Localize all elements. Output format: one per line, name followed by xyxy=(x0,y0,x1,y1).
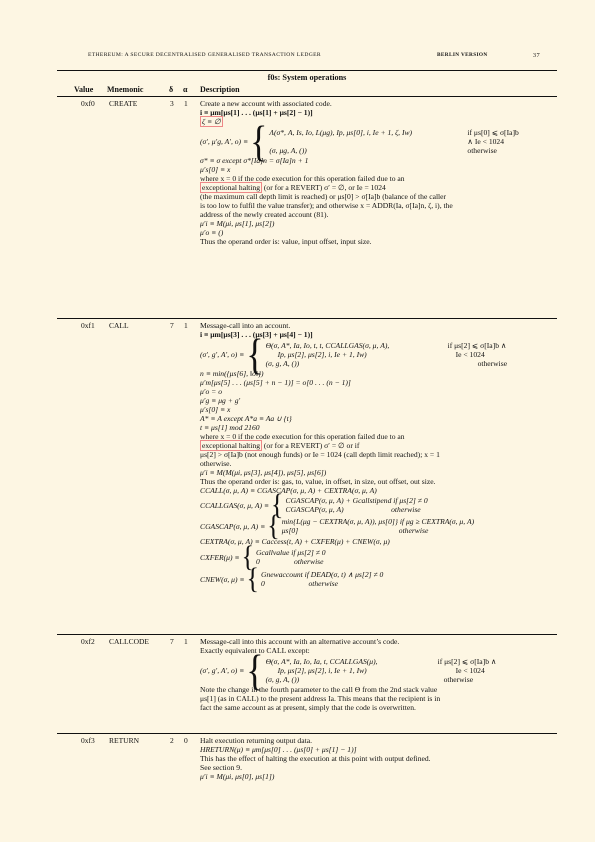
case-expr: (σ, g, A, ()) xyxy=(265,674,300,684)
case-expr: (σ, g, A, ()) xyxy=(265,358,300,368)
case-line xyxy=(269,128,549,137)
case-cond: otherwise xyxy=(443,674,474,684)
desc-line xyxy=(200,183,557,192)
case-line xyxy=(266,666,556,675)
case-list xyxy=(266,341,556,368)
desc-line: is too low to fulfil the value transfer); and otherwise x = ADDR(Ia, σ[Ia]n, ζ, i), the xyxy=(200,201,453,210)
desc-line: Halt execution returning output data. xyxy=(200,736,312,745)
desc-line: μ′i ≡ M(M(μi, μs[3], μs[4]), μs[5], μs[6]) xyxy=(200,468,327,477)
desc-line: Thus the operand order is: value, input offset, input size. xyxy=(200,237,372,246)
case-expr: Λ(σ*, A, Is, Io, L(μg), Ip, μs[0], i, Ie + 1, ζ, Iw) xyxy=(269,127,413,137)
opcode-alpha: 1 xyxy=(184,637,188,646)
desc-line: Message-call into an account. xyxy=(200,321,291,330)
desc-line: Exactly equivalent to CALL except: xyxy=(200,646,310,655)
case-lhs: CGASCAP(σ, μ, A) ≡ xyxy=(200,521,266,531)
desc-line: HRETURN(μ) ≡ μm[μs[0] . . . (μs[0] + μs[1] − 1)] xyxy=(200,745,357,754)
desc-line xyxy=(200,441,557,450)
case-line: 0 otherwise xyxy=(256,557,324,566)
case-lhs: (σ′, g′, A′, o) ≡ xyxy=(200,349,245,359)
case-line: min{L(μg − CEXTRA(σ, μ, A)), μs[0]} if μg ≥ CEXTRA(σ, μ, A) xyxy=(281,517,475,526)
case-line xyxy=(269,137,549,146)
desc-line: μs[2] > σ[Ia]b (not enough funds) or Ie = 1024 (call depth limit reached); x = 1 xyxy=(200,450,440,459)
table-row xyxy=(57,635,557,733)
opcode-delta: 7 xyxy=(170,321,174,330)
case-lhs: (σ′, μ′g, A′, o) ≡ xyxy=(200,136,249,146)
desc-line: Create a new account with associated code. xyxy=(200,99,332,108)
col-description: Description xyxy=(200,85,240,94)
desc-line: See section 9. xyxy=(200,763,242,772)
opcode-description xyxy=(200,736,557,781)
opcode-value: 0xf0 xyxy=(81,99,95,108)
case-line: CGASCAP(σ, μ, A) otherwise xyxy=(285,505,421,514)
brace-glyph: { xyxy=(246,561,260,596)
opcode-delta: 7 xyxy=(170,637,174,646)
desc-line: (the maximum call depth limit is reached) or μs[0] > σ[Ia]b (balance of the caller xyxy=(200,192,447,201)
opcode-mnemonic: CALLCODE xyxy=(109,637,149,646)
desc-line: μ′s[0] ≡ x xyxy=(200,165,231,174)
case-line: Gcallvalue if μs[2] ≠ 0 xyxy=(256,548,326,557)
desc-line: where x = 0 if the code execution for this operation failed due to an xyxy=(200,432,405,441)
case-expr: Ip, μs[2], μs[2], i, Ie + 1, Iw) xyxy=(277,665,367,675)
brace-glyph: { xyxy=(250,117,268,165)
opcode-value: 0xf1 xyxy=(81,321,95,330)
desc-line: μ′o = o xyxy=(200,387,222,396)
case-line: 0 otherwise xyxy=(261,579,339,588)
opcode-mnemonic: CREATE xyxy=(109,99,138,108)
opcode-description xyxy=(200,321,557,596)
case-line xyxy=(266,675,556,684)
opcode-description xyxy=(200,99,557,246)
case-line xyxy=(266,657,556,666)
case-cond: Ie < 1024 xyxy=(455,349,485,359)
desc-line: CEXTRA(σ, μ, A) ≡ Caccess(t, A) + CXFER(μ) + CNEW(σ, μ) xyxy=(200,537,390,546)
case-expr: (σ, μg, A, ()) xyxy=(269,145,307,155)
case-lhs: CNEW(σ, μ) ≡ xyxy=(200,574,245,584)
opcode-mnemonic: CALL xyxy=(109,321,129,330)
case-cond: Ie < 1024 xyxy=(455,665,485,675)
opcode-description xyxy=(200,637,557,712)
case-expr: Θ(σ, A*, Ia, Io, Ia, t, CCALLGAS(μ), xyxy=(265,656,378,666)
desc-line: This has the effect of halting the execution at this point with output defined. xyxy=(200,754,431,763)
case-list xyxy=(266,657,556,684)
case-lhs: CCALLGAS(σ, μ, A) ≡ xyxy=(200,500,270,510)
halting-link[interactable]: exceptional halting xyxy=(202,183,260,192)
case-lhs: CXFER(μ) ≡ xyxy=(200,552,240,562)
col-mnemonic: Mnemonic xyxy=(107,85,144,94)
desc-line: CCALL(σ, μ, A) ≡ CGASCAP(σ, μ, A) + CEXTRA(σ, μ, A) xyxy=(200,486,377,495)
desc-line: i ≡ μm[μs[1] . . . (μs[1] + μs[2] − 1)] xyxy=(200,108,313,117)
case-list xyxy=(269,128,549,155)
desc-line: i ≡ μm[μs[3] . . . (μs[3] + μs[4] − 1)] xyxy=(200,330,313,339)
desc-line: Note the change in the fourth parameter to the call Θ from the 2nd stack value xyxy=(200,685,438,694)
case-line xyxy=(266,359,556,368)
opcode-delta: 2 xyxy=(170,736,174,745)
case-cond: if μs[0] ⩽ σ[Ia]b xyxy=(467,127,519,137)
desc-line: fact the same account as at present, simply that the code is overwritten. xyxy=(200,703,416,712)
running-header xyxy=(88,52,540,64)
desc-line: n ≡ min({μs[6], ‖o‖}) xyxy=(200,369,264,378)
table-row xyxy=(57,97,557,318)
desc-line: t ≡ μs[1] mod 2160 xyxy=(200,423,260,432)
desc-line: μ′i ≡ M(μi, μs[1], μs[2]) xyxy=(200,219,275,228)
desc-line: A* ≡ A except A*a ≡ Aa ∪ {t} xyxy=(200,414,292,423)
case-line: CGASCAP(σ, μ, A) + Gcallstipend if μs[2] ≠ 0 xyxy=(285,496,428,505)
table-row xyxy=(57,319,557,634)
desc-line: address of the newly created account (81). xyxy=(200,210,329,219)
case-cond: if μs[2] ⩽ σ[Ia]b ∧ xyxy=(447,340,507,350)
opcode-mnemonic: RETURN xyxy=(109,736,139,745)
desc-line: Thus the operand order is: gas, to, value, in offset, in size, out offset, out size. xyxy=(200,477,436,486)
desc-line: μ′o ≡ () xyxy=(200,228,224,237)
system-operations-table xyxy=(57,70,557,786)
table-header xyxy=(57,84,557,96)
version-label: BERLIN VERSION xyxy=(437,52,488,58)
case-list xyxy=(261,570,383,588)
desc-line: μ′m[μs[5] . . . (μs[5] + n − 1)] = o[0 . . . (n − 1)] xyxy=(200,378,351,387)
desc-text: (or for a REVERT) σ′ = ∅, or Ie = 1024 xyxy=(263,183,386,192)
opcode-value: 0xf2 xyxy=(81,637,95,646)
case-line xyxy=(266,350,556,359)
case-list xyxy=(256,548,326,566)
col-alpha: α xyxy=(183,85,188,94)
desc-line: μs[1] (as in CALL) to the present address Ia. This means that the recipient is in xyxy=(200,694,441,703)
case-cond: if μs[2] ⩽ σ[Ia]b ∧ xyxy=(437,656,497,666)
case-line: μs[0] otherwise xyxy=(281,526,429,535)
desc-line: Message-call into this account with an alternative account’s code. xyxy=(200,637,400,646)
case-expr: Θ(σ, A*, Ia, Io, t, t, CCALLGAS(σ, μ, A), xyxy=(265,340,390,350)
desc-text: (or for a REVERT) σ′ = ∅ or if xyxy=(263,441,360,450)
opcode-alpha: 1 xyxy=(184,321,188,330)
running-title: ETHEREUM: A SECURE DECENTRALISED GENERALISED TRANSACTION LEDGER xyxy=(88,52,321,58)
opcode-value: 0xf3 xyxy=(81,736,95,745)
brace-glyph: { xyxy=(271,487,284,522)
col-delta: δ xyxy=(169,85,174,94)
col-value: Value xyxy=(74,85,94,94)
case-lhs: (σ′, g′, A′, o) ≡ xyxy=(200,665,245,675)
brace-glyph: { xyxy=(246,646,264,694)
brace-glyph: { xyxy=(241,539,254,574)
halting-link[interactable]: exceptional halting xyxy=(202,441,260,450)
case-cond: ∧ Ie < 1024 xyxy=(467,136,505,146)
case-cond: otherwise xyxy=(477,358,508,368)
page-number: 37 xyxy=(532,52,540,59)
table-caption: f0s: System operations xyxy=(267,73,347,82)
desc-line: otherwise. xyxy=(200,459,232,468)
opcode-delta: 3 xyxy=(170,99,174,108)
case-line xyxy=(269,146,549,155)
desc-line: μ′i ≡ M(μi, μs[0], μs[1]) xyxy=(200,772,275,781)
new-cases xyxy=(200,561,557,596)
desc-line: μ′g ≡ μg + g′ xyxy=(200,396,241,405)
desc-line: σ* ≡ σ except σ*[Ia]n = σ[Ia]n + 1 xyxy=(200,156,309,165)
brace-glyph: { xyxy=(267,508,280,543)
opcode-alpha: 0 xyxy=(184,736,188,745)
opcode-alpha: 1 xyxy=(184,99,188,108)
case-list xyxy=(282,517,475,535)
table-row xyxy=(57,734,557,786)
desc-line: μ′s[0] ≡ x xyxy=(200,405,231,414)
case-line xyxy=(266,341,556,350)
case-list xyxy=(286,496,428,514)
desc-line: where x = 0 if the code execution for this operation failed due to an xyxy=(200,174,405,183)
brace-glyph: { xyxy=(246,330,264,378)
case-expr: Ip, μs[2], μs[2], i, Ie + 1, Iw) xyxy=(277,349,367,359)
case-line: Gnewaccount if DEAD(σ, t) ∧ μs[2] ≠ 0 xyxy=(261,570,384,579)
case-cond: otherwise xyxy=(467,145,497,155)
zeta-definition: ζ ≡ ∅ xyxy=(202,117,221,126)
